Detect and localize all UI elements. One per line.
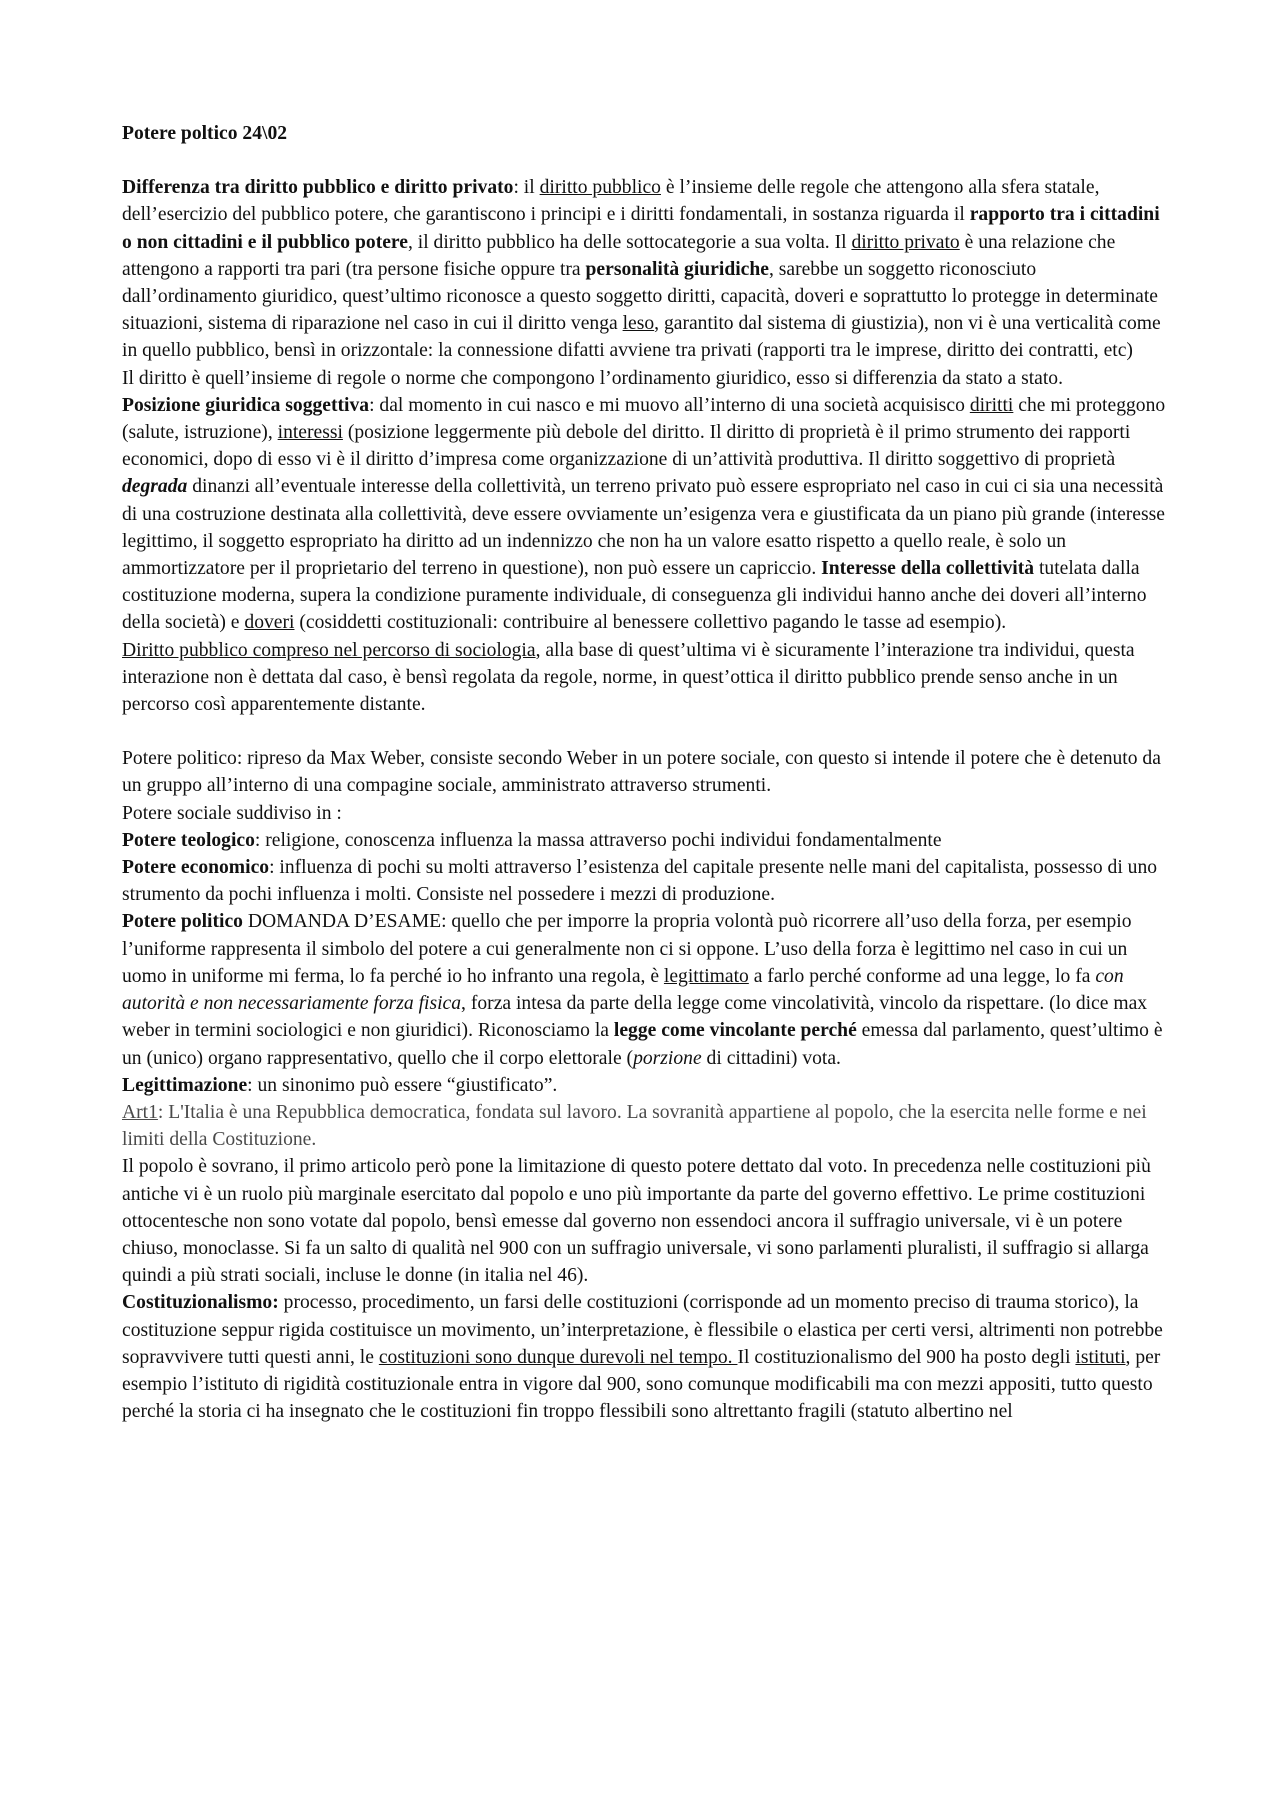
paragraph-legittimazione: Legittimazione: un sinonimo può essere “giustificato”. — [122, 1074, 558, 1096]
paragraph-potere-politico: Potere politico DOMANDA D’ESAME: quello che per imporre la propria volontà può ricorrere all’uso della forza, per esempio l’uniforme rappresenta il simbolo del potere a cui generalmente non ci si oppone. L’uso della forza è legittimo nel caso in cui un uomo in uniforme mi ferma, lo fa perché io ho infranto una regola, è legittimato a farlo perché conforme ad una legge, lo fa con autorità e non necessariamente forza fisica, forza intesa da parte della legge come vincolatività, vincolo da rispettare. (lo dice max weber in termini sociologici e non giuridici). Riconosciamo la legge come vincolante perché emessa dal parlamento, quest’ultimo è un (unico) organo rappresentativo, quello che il corpo elettorale (porzione di cittadini) vota. — [122, 911, 1163, 1069]
article-link: Art1 — [122, 1101, 158, 1123]
paragraph-potere-politico-weber: Potere politico: ripreso da Max Weber, consiste secondo Weber in un potere sociale, con questo si intende il potere che è detenuto da un gruppo all’interno di una compagine sociale, amministrato attraverso strumenti. — [122, 748, 1161, 797]
bold-term: legge come vincolante perché — [613, 1020, 857, 1042]
underlined-term: doveri — [244, 612, 295, 634]
paragraph-popolo-sovrano: Il popolo è sovrano, il primo articolo però pone la limitazione di questo potere dettato dal voto. In precedenza nelle costituzioni più antiche vi è un ruolo più marginale esercitato dal popolo e uno più importante da parte del governo effettivo. Le prime costituzioni ottocentesche non sono votate dal popolo, bensì emesse dal governo non essendoci ancora il suffragio universale, vi è un potere chiuso, monoclasse. Si fa un salto di qualità nel 900 con un suffragio universale, vi sono parlamenti pluralisti, il suffragio si allarga quindi a più strati sociali, incluse le donne (in italia nel 46). — [122, 1156, 1151, 1287]
document-page — [122, 120, 1172, 1425]
paragraph-diritto-pubblico-privato: Differenza tra diritto pubblico e diritto privato: il diritto pubblico è l’insieme delle regole che attengono alla sfera statale, dell’esercizio del pubblico potere, che garantiscono i principi e i diritti fondamentali, in sostanza riguarda il rapporto tra i cittadini o non cittadini e il pubblico potere, il diritto pubblico ha delle sottocategorie a sua volta. Il diritto privato è una relazione che attengono a rapporti tra pari (tra persone fisiche oppure tra personalità giuridiche, sarebbe un soggetto riconosciuto dall’ordinamento giuridico, quest’ultimo riconosce a questo soggetto diritti, capacità, doveri e soprattutto lo protegge in determinate situazioni, sistema di riparazione nel caso in cui il diritto venga leso, garantito dal sistema di giustizia), non vi è una verticalità come in quello pubblico, bensì in orizzontale: la connessione difatti avviene tra privati (rapporti tra le imprese, diritto dei contratti, etc) — [122, 177, 1161, 362]
underlined-term: diritto privato — [851, 231, 960, 253]
document-title: Potere poltico 24\02 — [122, 123, 288, 144]
underlined-term: diritti — [969, 394, 1014, 416]
underlined-term: interessi — [277, 422, 343, 444]
underlined-term: costituzioni sono dunque durevoli nel tempo. — [378, 1346, 738, 1368]
underlined-term: diritto pubblico — [539, 177, 661, 199]
paragraph-articolo-1: Art1: L'Italia è una Repubblica democratica, fondata sul lavoro. La sovranità appartiene al popolo, che la esercita nelle forme e nei limiti della Costituzione. — [122, 1101, 1147, 1151]
paragraph-potere-economico: Potere economico: influenza di pochi su molti attraverso l’esistenza del capitale presente nelle mani del capitalista, possesso di uno strumento da pochi influenza i molti. Consiste nel possedere i mezzi di produzione. — [122, 857, 1158, 906]
italic-term: porzione — [633, 1047, 702, 1069]
bold-term: Legittimazione — [122, 1074, 248, 1096]
bold-term: Differenza tra diritto pubblico e diritto privato — [122, 177, 514, 199]
bold-italic-term: degrada — [122, 476, 188, 498]
underlined-term: legittimato — [663, 965, 749, 987]
bold-term: personalità giuridiche — [585, 258, 769, 280]
paragraph-sociologia: Diritto pubblico compreso nel percorso di sociologia, alla base di quest’ultima vi è sicuramente l’interazione tra individui, questa interazione non è dettata dal caso, è bensì regolata da regole, norme, in quest’ottica il diritto pubblico prende senso anche in un percorso così apparentemente distante. — [122, 639, 1135, 716]
bold-term: Potere politico — [122, 911, 243, 933]
bold-term: rapporto tra i cittadini o non cittadini e il pubblico potere — [122, 204, 1160, 253]
underlined-term: istituti — [1075, 1346, 1126, 1368]
paragraph-posizione-giuridica: Posizione giuridica soggettiva: dal momento in cui nasco e mi muovo all’interno di una società acquisisco diritti che mi proteggono (salute, istruzione), interessi (posizione leggermente più debole del diritto. Il diritto di proprietà è il primo strumento dei rapporti economici, dopo di esso vi è il diritto d’impresa come organizzazione di un’attività produttiva. Il diritto soggettivo di proprietà degrada dinanzi all’eventuale interesse della collettività, un terreno privato può essere espropriato nel caso in cui ci sia una necessità di una costruzione destinata alla collettività, deve essere ovviamente un’esigenza vera e giustificata da un piano più grande (interesse legittimo, il soggetto espropriato ha diritto ad un indennizzo che non ha un valore esatto rispetto a quello reale, è solo un ammortizzatore per il proprietario del terreno in questione), non può essere un capriccio. Interesse della collettività tutelata dalla costituzione moderna, supera la condizione puramente individuale, di conseguenza gli individui hanno anche dei doveri all’interno della società) e doveri (cosiddetti costituzionali: contribuire al benessere collettivo pagando le tasse ad esempio). — [122, 394, 1166, 634]
paragraph-diritto-definizione: Il diritto è quell’insieme di regole o norme che compongono l’ordinamento giuridico, esso si differenzia da stato a stato. — [122, 367, 1063, 389]
underlined-term: Diritto pubblico compreso nel percorso di sociologia — [122, 639, 536, 661]
bold-term: Interesse della collettività — [821, 558, 1035, 580]
bold-term: Costituzionalismo: — [122, 1292, 279, 1314]
bold-term: Potere teologico — [122, 829, 255, 851]
paragraph-costituzionalismo: Costituzionalismo: processo, procedimento, un farsi delle costituzioni (corrisponde ad un momento preciso di trauma storico), la costituzione seppur rigida costituisce un movimento, un’interpretazione, è flessibile o elastica per certi versi, altrimenti non potrebbe sopravvivere tutti questi anni, le costituzioni sono dunque durevoli nel tempo. Il costituzionalismo del 900 ha posto degli istituti, per esempio l’istituto di rigidità costituzionale entra in vigore dal 900, sono comunque modificabili ma con mezzi appositi, tutto questo perché la storia ci ha insegnato che le costituzioni fin troppo flessibili sono altrettanto fragili (statuto albertino nel — [122, 1292, 1163, 1423]
paragraph-potere-teologico: Potere teologico: religione, conoscenza influenza la massa attraverso pochi individui fondamentalmente — [122, 829, 942, 851]
underlined-term: leso — [622, 313, 655, 335]
bold-term: Posizione giuridica soggettiva — [122, 394, 370, 416]
bold-term: Potere economico — [122, 857, 270, 879]
paragraph-gap — [122, 718, 1172, 745]
paragraph-potere-sociale: Potere sociale suddiviso in : — [122, 802, 342, 824]
italic-term: con autorità e non necessariamente forza fisica — [122, 965, 1124, 1015]
